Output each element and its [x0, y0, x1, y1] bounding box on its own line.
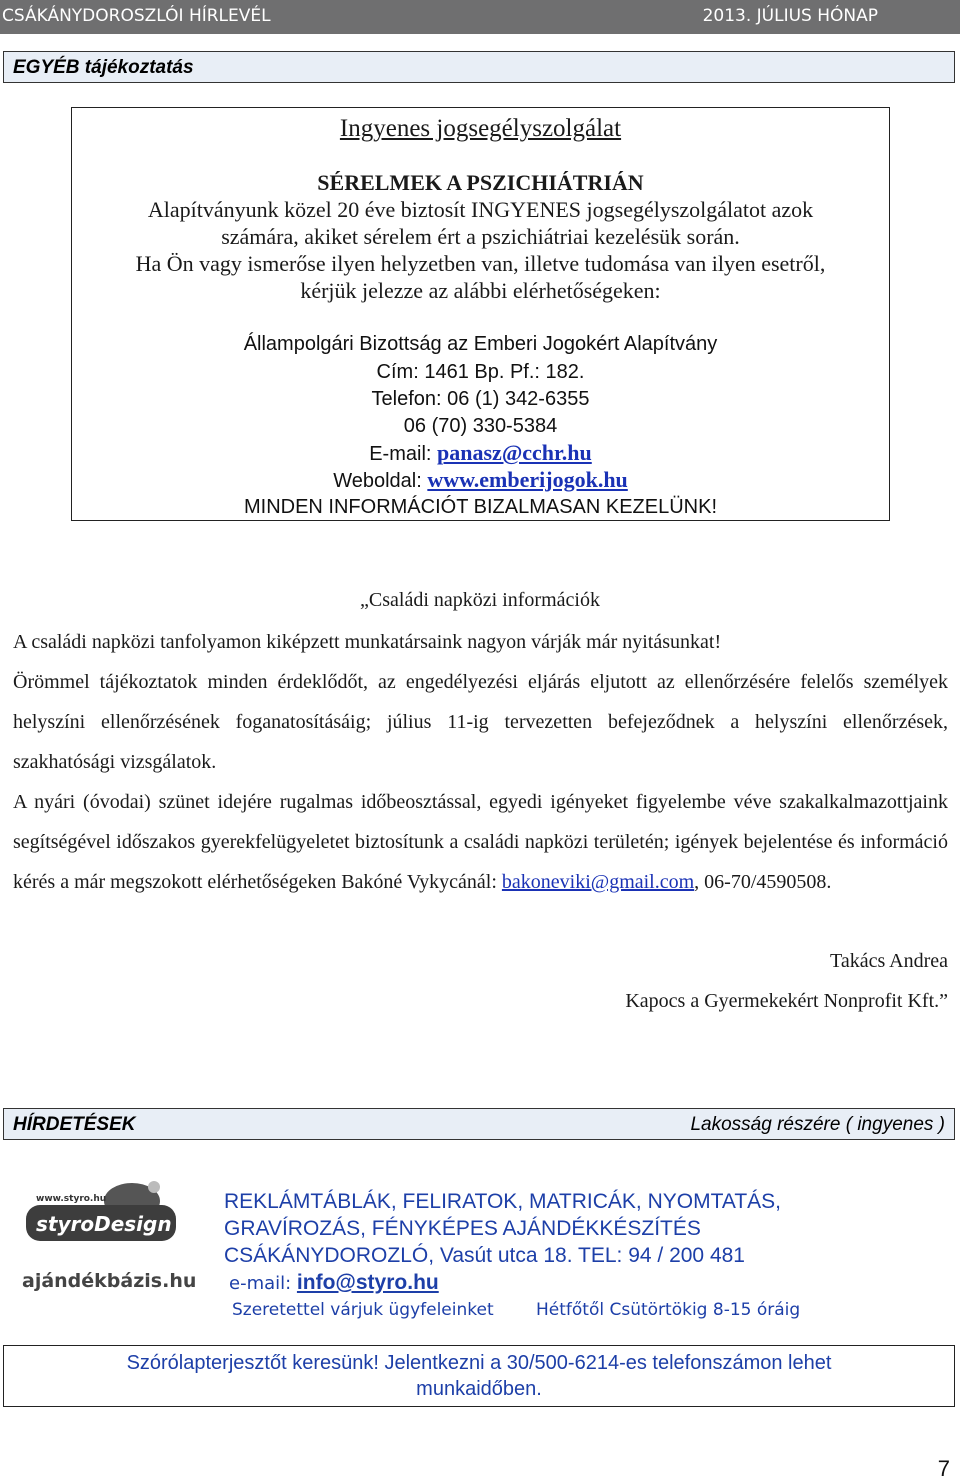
ad-email-label: e-mail:	[229, 1273, 297, 1294]
logo-url: www.styro.hu	[36, 1194, 107, 1204]
section-label: HÍRDETÉSEK	[13, 1114, 136, 1135]
logo-sub: ajándékbázis.hu	[22, 1270, 197, 1292]
notice-box	[3, 1345, 955, 1407]
page-header	[0, 0, 960, 34]
ad-hours: Hétfőtől Csütörtökig 8-15 óráig	[536, 1300, 801, 1320]
ad-email-row	[229, 1271, 439, 1295]
email-label: E-mail:	[369, 443, 438, 465]
box-headline: SÉRELMEK A PSZICHIÁTRIÁN	[317, 170, 644, 195]
legal-aid-box	[71, 107, 890, 521]
paragraph-text: A nyári (óvodai) szünet idejére rugalmas időbeosztással, egyedi igényeket figyelembe véve szakalkalmazottjaink segítségével időszakos gyerekfelügyeletet biztosítunk a családi napközi területén; igények bejelentése és információ kérés a már megszokott elérhetőségeken Bakóné Vykycánál:	[13, 791, 948, 893]
logo-pompom-icon	[148, 1181, 160, 1193]
ad-services-line: GRAVÍROZÁS, FÉNYKÉPES AJÁNDÉKKÉSZÍTÉS	[224, 1217, 701, 1240]
box-text-line: Ha Ön vagy ismerőse ilyen helyzetben van, illetve tudomása van ilyen esetről,	[135, 251, 826, 276]
section-bar-other	[3, 51, 955, 83]
box-text-line: számára, akiket sérelem ért a pszichiátriai kezelésük során.	[221, 224, 740, 249]
org-web-row	[72, 467, 889, 494]
web-label: Weboldal:	[333, 470, 428, 492]
article-paragraph	[13, 782, 948, 902]
ad-services-line: REKLÁMTÁBLÁK, FELIRATOK, MATRICÁK, NYOMTATÁS,	[224, 1190, 781, 1213]
issue-date: 2013. JÚLIUS HÓNAP	[702, 6, 878, 26]
page-number: 7	[937, 1456, 950, 1481]
ad-welcome: Szeretettel várjuk ügyfeleinket	[232, 1300, 494, 1320]
logo-brand: styroDesign	[36, 1212, 172, 1236]
section-note: Lakosság részére ( ingyenes )	[690, 1114, 945, 1135]
org-address: Cím: 1461 Bp. Pf.: 182.	[376, 361, 585, 383]
styro-logo	[22, 1175, 202, 1305]
confidential-notice: MINDEN INFORMÁCIÓT BIZALMASAN KEZELÜNK!	[243, 496, 718, 518]
org-phone-mobile: 06 (70) 330-5384	[403, 415, 558, 437]
styro-logo-graphic	[22, 1175, 202, 1305]
signature-name: Takács Andrea	[830, 950, 948, 972]
org-email-row	[72, 440, 889, 467]
box-title: Ingyenes jogsegélyszolgálat	[339, 115, 622, 142]
notice-line: Szórólapterjesztőt keresünk! Jelentkezni a 30/500-6214-es telefonszámon lehet	[126, 1352, 832, 1374]
section-bar-ads	[3, 1108, 955, 1140]
notice-line: munkaidőben.	[416, 1378, 542, 1400]
article-title: „Családi napközi információk	[360, 589, 600, 611]
paragraph-tail: , 06-70/4590508.	[694, 871, 832, 893]
box-text-line: Alapítványunk közel 20 éve biztosít INGYENES jogsegélyszolgálatot azok	[147, 197, 814, 222]
org-phone: Telefon: 06 (1) 342-6355	[371, 388, 590, 410]
org-name: Állampolgári Bizottság az Emberi Jogokért Alapítvány	[243, 333, 718, 355]
section-label: EGYÉB tájékoztatás	[13, 57, 194, 78]
article-paragraph: Örömmel tájékoztatok minden érdeklődőt, az engedélyezési eljárás eljutott az ellenőrzésére felelős személyek helyszíni ellenőrzésének foganatosításáig; július 11-ig tervezetten befejeződnek a helyszíni ellenőrzések, szakhatósági vizsgálatok.	[13, 671, 948, 773]
signature-org: Kapocs a Gyermekekért Nonprofit Kft.”	[625, 990, 948, 1012]
newsletter-title: CSÁKÁNYDOROSZLÓI HÍRLEVÉL	[2, 6, 271, 26]
article-intro: A családi napközi tanfolyamon kiképzett munkatársaink nagyon várják már nyitásunkat!	[13, 631, 722, 653]
ad-address-line: CSÁKÁNYDOROZLÓ, Vasút utca 18. TEL: 94 / 200 481	[224, 1244, 745, 1267]
contact-email-link[interactable]: bakoneviki@gmail.com	[501, 871, 695, 893]
article-body	[13, 622, 948, 902]
ad-email-link[interactable]: info@styro.hu	[296, 1271, 439, 1294]
web-link[interactable]: www.emberijogok.hu	[427, 467, 628, 492]
box-text-line: kérjük jelezze az alábbi elérhetőségeken:	[300, 278, 661, 303]
email-link[interactable]: panasz@cchr.hu	[437, 440, 592, 465]
